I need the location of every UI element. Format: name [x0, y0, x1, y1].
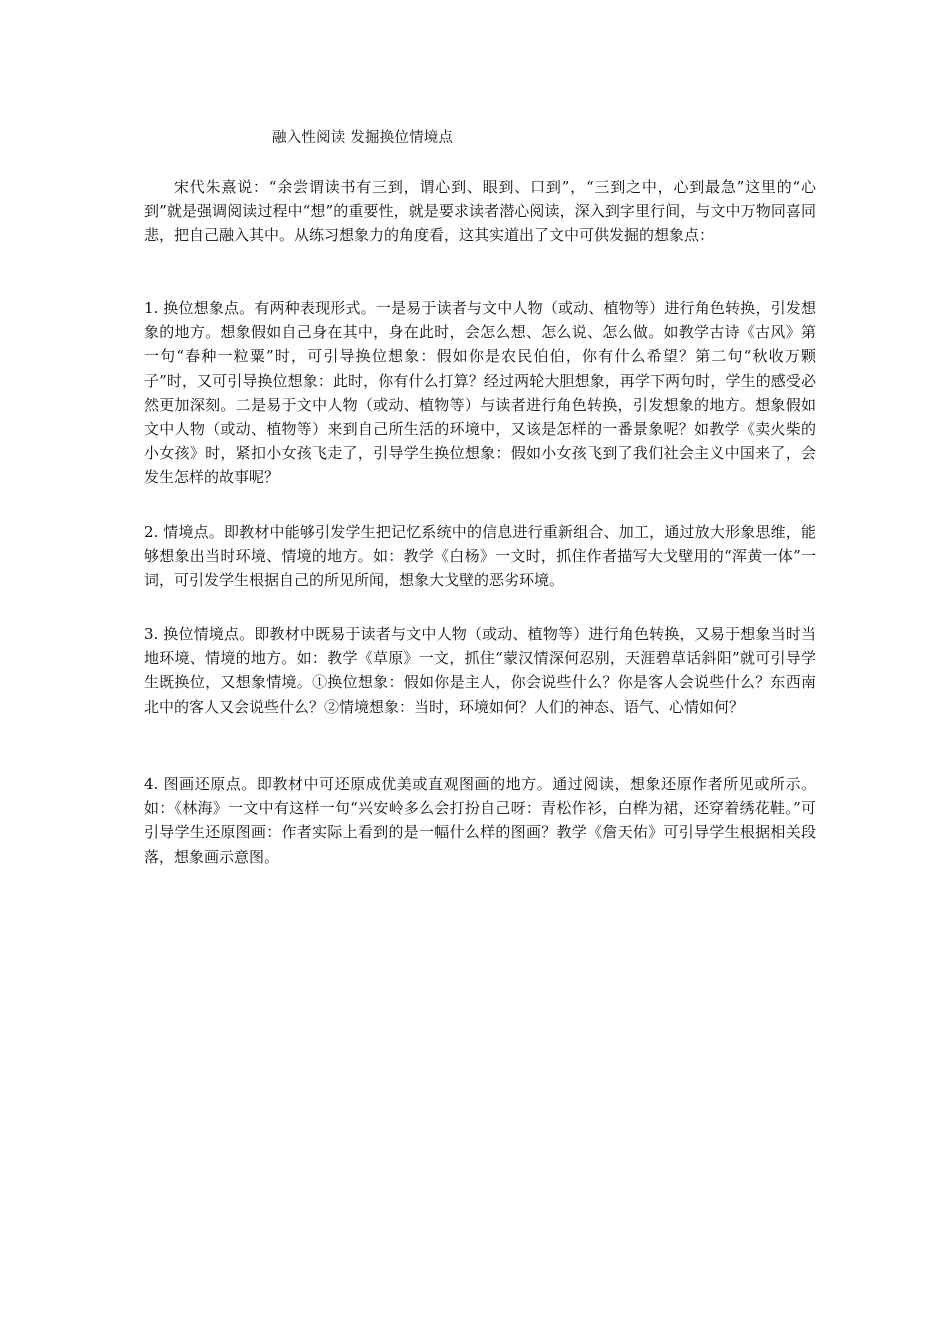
document-title: 融入性阅读 发掘换位情境点 [272, 130, 454, 146]
paragraph-item-4: 4. 图画还原点。即教材中可还原成优美或直观图画的地方。通过阅读，想象还原作者所见或所示。如：《林海》一文中有这样一句“兴安岭多么会打扮自己呀：青松作衫，白桦为裙，还穿着绣花鞋。”可引导学生还原图画：作者实际上看到的是一幅什么样的图画？教学《詹天佑》可引导学生根据相关段落，想象画示意图。 [144, 775, 816, 866]
intro-paragraph: 宋代朱熹说：“余尝谓读书有三到，谓心到、眼到、口到”，“三到之中，心到最急”这里的“心到”就是强调阅读过程中“想”的重要性，就是要求读者潜心阅读，深入到字里行间，与文中万物同喜同悲，把自己融入其中。从练习想象力的角度看，这其实道出了文中可供发掘的想象点： [144, 178, 816, 245]
paragraph-item-1: 1. 换位想象点。有两种表现形式。一是易于读者与文中人物（或动、植物等）进行角色转换，引发想象的地方。想象假如自己身在其中，身在此时，会怎么想、怎么说、怎么做。如教学古诗《古风》第一句“春种一粒粟”时，可引导换位想象：假如你是农民伯伯，你有什么希望？第二句“秋收万颗子”时，又可引导换位想象：此时，你有什么打算？经过两轮大胆想象，再学下两句时，学生的感受必然更加深刻。二是易于文中人物（或动、植物等）与读者进行角色转换，引发想象的地方。想象假如文中人物（或动、植物等）来到自己所生活的环境中，又该是怎样的一番景象呢？如教学《卖火柴的小女孩》时，紧扣小女孩飞走了，引导学生换位想象：假如小女孩飞到了我们社会主义中国来了，会发生怎样的故事呢？ [144, 299, 816, 487]
paragraph-item-2: 2. 情境点。即教材中能够引发学生把记忆系统中的信息进行重新组合、加工，通过放大形象思维，能够想象出当时环境、情境的地方。如：教学《白杨》一文时，抓住作者描写大戈壁用的“浑黄一体”一词，可引发学生根据自己的所见所闻，想象大戈壁的恶劣环境。 [144, 523, 816, 590]
paragraph-item-3: 3. 换位情境点。即教材中既易于读者与文中人物（或动、植物等）进行角色转换，又易于想象当时当地环境、情境的地方。如：教学《草原》一文，抓住“蒙汉情深何忍别，天涯碧草话斜阳”就可引导学生既换位，又想象情境。①换位想象：假如你是主人，你会说些什么？你是客人会说些什么？东西南北中的客人又会说些什么？②情境想象：当时，环境如何？人们的神态、语气、心情如何？ [144, 625, 816, 716]
